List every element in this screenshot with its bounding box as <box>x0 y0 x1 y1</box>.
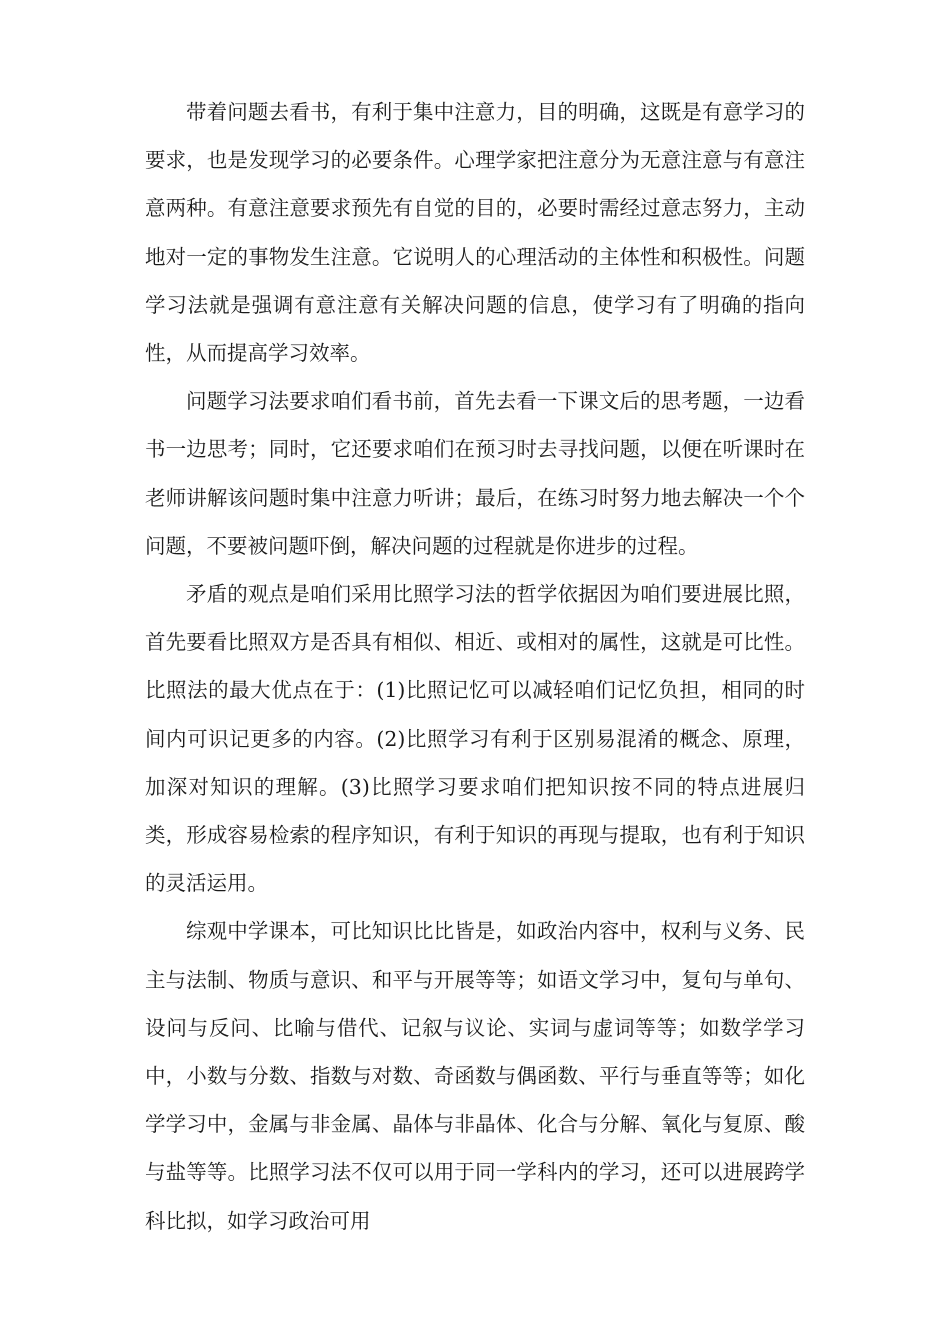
paragraph-comparable-knowledge: 综观中学课本，可比知识比比皆是，如政治内容中，权利与义务、民主与法制、物质与意识、和平与开展等等；如语文学习中，复句与单句、设问与反问、比喻与借代、记叙与议论、实词与虚词等等；如数学学习中，小数与分数、指数与对数、奇函数与偶函数、平行与垂直等等；如化学学习中，金属与非金属、晶体与非晶体、化合与分解、氧化与复原、酸与盐等等。比照学习法不仅可以用于同一学科内的学习，还可以进展跨学科比拟，如学习政治可用 <box>145 919 805 1233</box>
document-body <box>145 88 805 1245</box>
paragraph-question-learning: 带着问题去看书，有利于集中注意力，目的明确，这既是有意学习的要求，也是发现学习的必要条件。心理学家把注意分为无意注意与有意注意两种。有意注意要求预先有自觉的目的，必要时需经过意志努力，主动地对一定的事物发生注意。它说明人的心理活动的主体性和积极性。问题学习法就是强调有意注意有关解决问题的信息，使学习有了明确的指向性，从而提高学习效率。 <box>145 100 805 366</box>
paragraph-comparison-method: 矛盾的观点是咱们采用比照学习法的哲学依据因为咱们要进展比照，首先要看比照双方是否具有相似、相近、或相对的属性，这就是可比性。比照法的最大优点在于：(1)比照记忆可以减轻咱们记忆负担，相同的时间内可识记更多的内容。(2)比照学习有利于区别易混淆的概念、原理，加深对知识的理解。(3)比照学习要求咱们把知识按不同的特点进展归类，形成容易检索的程序知识，有利于知识的再现与提取，也有利于知识的灵活运用。 <box>145 582 805 896</box>
paragraph-question-method-steps: 问题学习法要求咱们看书前，首先去看一下课文后的思考题，一边看书一边思考；同时，它还要求咱们在预习时去寻找问题，以便在听课时在老师讲解该问题时集中注意力听讲；最后，在练习时努力地去解决一个个问题，不要被问题吓倒，解决问题的过程就是你进步的过程。 <box>145 389 805 558</box>
